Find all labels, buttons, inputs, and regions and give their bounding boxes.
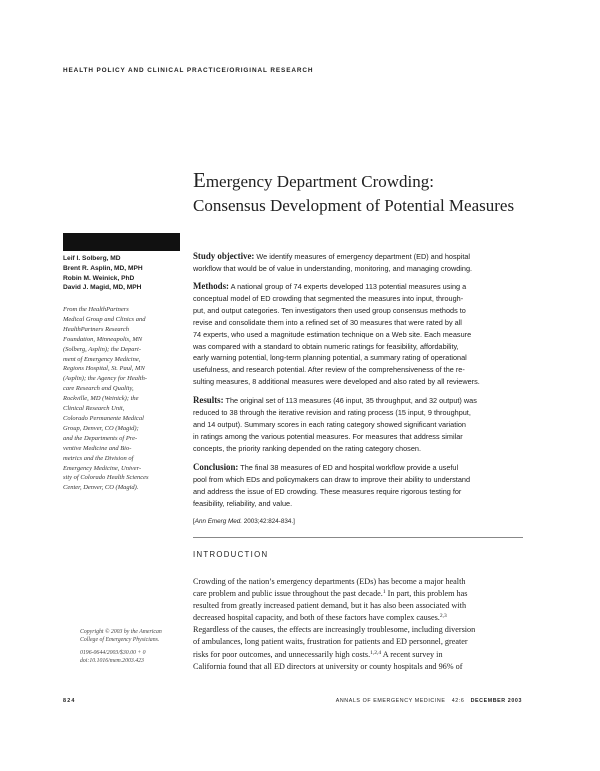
footer-date: DECEMBER 2003 — [470, 698, 522, 704]
affiliation-line: Foundation, Minneapolis, MN — [63, 335, 143, 343]
abstract-line: pool from which EDs and policymakers can draw to improve their ability to understand — [193, 474, 471, 484]
section-divider — [193, 537, 523, 538]
title-line-2: Consensus Development of Potential Measures — [193, 196, 515, 215]
intro-line: decreased hospital capacity, and both of these factors have complex causes. — [193, 613, 440, 623]
abstract-objective — [193, 251, 523, 275]
intro-line: California found that all ED directors at university or county hospitals and 96% of — [193, 661, 463, 671]
objective-heading: Study objective: — [193, 251, 255, 261]
page-number: 824 — [63, 698, 76, 704]
copyright-notice — [80, 628, 195, 644]
abstract-line: The original set of 113 measures (46 input, 35 throughput, and 32 output) was — [225, 396, 477, 405]
abstract-line: and 14 output). Summary scores in each rating category showed significant variation — [193, 419, 466, 429]
affiliation-line: ventive Medicine and Bio- — [63, 444, 132, 452]
affiliation-line: metrics and the Division of — [63, 454, 134, 462]
abstract-line: sulting measures, 8 additional measures were developed and also rated by all reviewers. — [193, 377, 480, 387]
intro-line: resulted from greatly increased patient demand, but it has also been associated with — [193, 601, 467, 611]
abstract-line: The final 38 measures of ED and hospital workflow provide a useful — [240, 463, 459, 472]
abstract-line: and address the issue of ED crowding. These measures require rigorous testing for — [193, 486, 462, 496]
intro-line: In part, this problem has — [387, 589, 468, 599]
abstract-line: early warning potential, long-term planning potential, a summary rating of operational — [193, 353, 467, 363]
section-header: HEALTH POLICY AND CLINICAL PRACTICE/ORIGINAL RESEARCH — [63, 67, 314, 74]
affiliation-line: Emergency Medicine, Univer- — [63, 464, 142, 472]
affiliation-line: Colorado Permanente Medical — [63, 414, 144, 422]
affiliation-line: care Research and Quality, — [63, 385, 134, 393]
affiliation-line: (Solberg, Asplin); the Depart- — [63, 345, 141, 353]
author-list — [63, 254, 143, 293]
results-heading: Results: — [193, 395, 224, 405]
article-title — [193, 168, 514, 218]
intro-line: Crowding of the nation’s emergency departments (EDs) has become a major health — [193, 577, 466, 586]
affiliation-line: ment of Emergency Medicine, — [63, 355, 141, 363]
copyright-line: College of Emergency Physicians. — [80, 637, 160, 644]
abstract-line: conceptual model of ED crowding that segmented the measures into input, through- — [193, 293, 464, 303]
affiliation-line: Regions Hospital, St. Paul, MN — [63, 365, 145, 373]
citation-journal: Ann Emerg Med. — [194, 518, 242, 525]
abstract-line: A national group of 74 experts developed 113 potential measures using a — [230, 282, 467, 291]
affiliation-line: Center, Denver, CO (Magid). — [63, 484, 139, 492]
doi: doi:10.1016/mem.2003.423 — [80, 658, 144, 665]
reference-marker[interactable]: 1,2,4 — [370, 649, 382, 656]
affiliation-line: and the Departments of Pre- — [63, 434, 138, 442]
affiliation-text — [63, 305, 185, 493]
abstract-line: feasibility, reliability, and value. — [193, 498, 293, 508]
abstract-line: usefulness, and research potential. After review of the comprehensiveness of the re- — [193, 365, 465, 375]
issn: 0196-0644/2003/$30.00 + 0 — [80, 650, 146, 656]
running-footer — [336, 698, 522, 704]
affiliation-line: Medical Group and Clinics and — [63, 315, 146, 323]
affiliation-line: sity of Colorado Health Sciences — [63, 474, 149, 482]
affiliation-line: From the HealthPartners — [63, 306, 129, 313]
intro-line: risks for poor outcomes, and unnecessarily high costs. — [193, 649, 371, 659]
introduction-body — [193, 576, 523, 673]
abstract-line: reduced to 38 through the iterative revision and rating process (15 input, 9 throughput, — [193, 407, 471, 417]
abstract-conclusion — [193, 462, 523, 510]
affiliation-line: HealthPartners Research — [63, 325, 130, 333]
abstract-line: was compared with a standard to obtain numeric ratings for feasibility, affordability, — [193, 341, 459, 351]
abstract-line: revise and consolidate them into a refined set of 30 measures that were rated by all — [193, 317, 462, 327]
affiliation-line: (Asplin); the Agency for Health- — [63, 375, 147, 383]
author: Leif I. Solberg, MD — [63, 255, 121, 262]
abstract-line: concepts, the priority ranking depended on the rating category chosen. — [193, 443, 421, 453]
abstract-line: We identify measures of emergency department (ED) and hospital — [256, 252, 471, 261]
intro-line: A recent survey in — [382, 649, 443, 659]
abstract-line: workflow that would be of value in understanding, monitoring, and managing crowding. — [193, 263, 473, 273]
title-drop-cap: E — [193, 168, 206, 192]
citation: [Ann Emerg Med. 2003;42:824-834.] — [193, 518, 295, 525]
affiliation-line: Group, Denver, CO (Magid); — [63, 424, 139, 432]
intro-line: Regardless of the causes, the effects are increasingly troublesome, including diversion — [193, 625, 476, 635]
reference-marker[interactable]: 1 — [382, 589, 386, 596]
footer-volume: 42:6 — [451, 698, 465, 704]
methods-heading: Methods: — [193, 281, 229, 291]
footer-journal: ANNALS OF EMERGENCY MEDICINE — [335, 698, 446, 704]
author: David J. Magid, MD, MPH — [63, 284, 142, 292]
author: Robin M. Weinick, PhD — [63, 274, 135, 282]
copyright-line: Copyright © 2003 by the American — [80, 629, 162, 635]
abstract-line: put, and output categories. Ten investigators then used group consensus methods to — [193, 305, 466, 315]
affiliation-line: Clinical Research Unit, — [63, 405, 125, 413]
issn-doi — [80, 649, 195, 665]
abstract-methods — [193, 281, 523, 388]
intro-line: of ambulances, long patient waits, frustration for patients and ED personnel, greater — [193, 637, 468, 647]
intro-line: care problem and public issue throughout the past decade. — [193, 589, 383, 599]
affiliation-line: Rockville, MD (Weinick); the — [63, 395, 139, 403]
abstract-line: 74 experts, who used a magnitude estimation technique on a Web site. Each measure — [193, 329, 472, 339]
abstract-results — [193, 395, 523, 455]
title-line-1: mergency Department Crowding: — [205, 172, 435, 191]
decorative-bar — [63, 233, 180, 251]
citation-details: 2003;42:824-834. — [243, 518, 294, 525]
conclusion-heading: Conclusion: — [193, 462, 239, 472]
introduction-heading: INTRODUCTION — [193, 550, 269, 559]
abstract-line: in ratings among the various potential measures. For measures that address similar — [193, 431, 463, 441]
reference-marker[interactable]: 2,3 — [439, 613, 447, 620]
author: Brent R. Asplin, MD, MPH — [63, 264, 143, 272]
